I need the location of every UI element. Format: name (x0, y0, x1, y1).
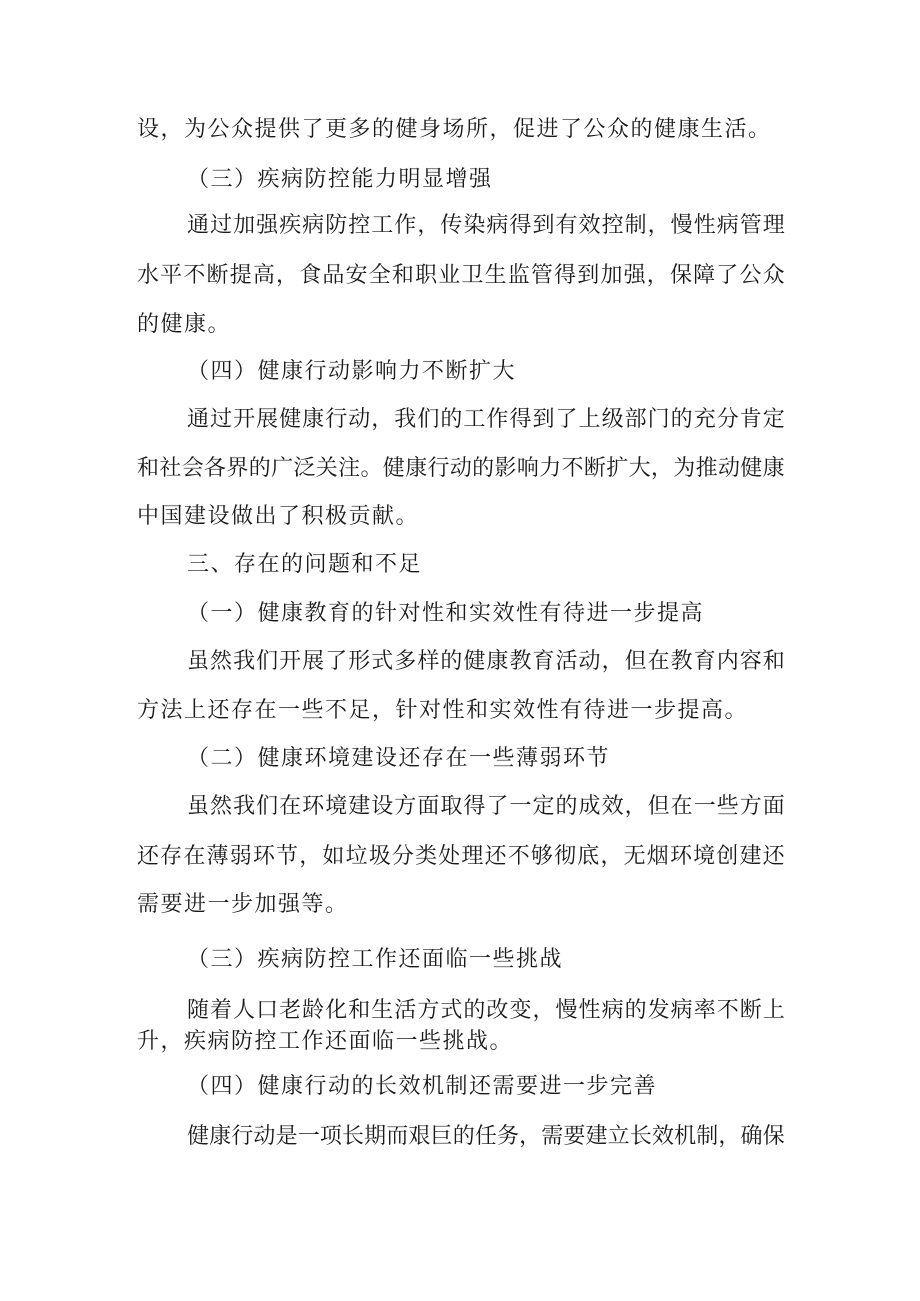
paragraph-line: 通 过 加 强 疾 病 防 控 工 作 ， 传 染 病 得 到 有 效 控 制 ， 慢 性 病 管 理 (187, 213, 785, 238)
section-heading: （四）健康行动影响力不断扩大 (187, 359, 517, 384)
section-heading: （四）健康行动的长效机制还需要进一步完善 (187, 1074, 658, 1099)
paragraph-line: 中国建设做出了积极贡献。 (137, 504, 420, 529)
paragraph-line: 虽 然 我 们 在 环 境 建 设 方 面 取 得 了 一 定 的 成 效 ， 但 在 一 些 方 面 (187, 794, 785, 819)
paragraph-line: 健 康 行 动 是 一 项 长 期 而 艰 巨 的 任 务 ， 需 要 建 立 长 效 机 制 ， 确 保 (187, 1124, 785, 1149)
paragraph-line: 随 着 人 口 老 龄 化 和 生 活 方 式 的 改 变 ， 慢 性 病 的 发 病 率 不 断 上 (187, 998, 785, 1023)
paragraph-line: 设，为公众提供了更多的健身场所，促进了公众的健康生活。 (137, 117, 772, 142)
paragraph-line: 水 平 不 断 提 高 ， 食 品 安 全 和 职 业 卫 生 监 管 得 到 加 强 ， 保 障 了 公 众 (137, 263, 785, 288)
paragraph-line: 还 存 在 薄 弱 环 节 ， 如 垃 圾 分 类 处 理 还 不 够 彻 底 ， 无 烟 环 境 创 建 还 (137, 844, 785, 869)
paragraph-line: 虽 然 我 们 开 展 了 形 式 多 样 的 健 康 教 育 活 动 ， 但 在 教 育 内 容 和 (187, 649, 785, 674)
paragraph-line: 方法上还存在一些不足，针对性和实效性有待进一步提高。 (137, 698, 749, 723)
chapter-heading: 三、存在的问题和不足 (187, 552, 423, 577)
section-heading: （三）疾病防控工作还面临一些挑战 (187, 947, 564, 972)
paragraph-line: 的健康。 (137, 312, 232, 337)
section-heading: （三）疾病防控能力明显增强 (187, 167, 493, 192)
section-heading: （二）健康环境建设还存在一些薄弱环节 (187, 746, 611, 771)
paragraph-line: 通 过 开 展 健 康 行 动 ， 我 们 的 工 作 得 到 了 上 级 部 门 的 充 分 肯 定 (187, 407, 785, 432)
paragraph-line: 和 社 会 各 界 的 广 泛 关 注 。 健 康 行 动 的 影 响 力 不 断 扩 大 ， 为 推 动 健 康 (137, 456, 785, 481)
section-heading: （一）健康教育的针对性和实效性有待进一步提高 (187, 601, 705, 626)
paragraph-line: 需要进一步加强等。 (137, 892, 349, 917)
paragraph-line: 升，疾病防控工作还面临一些挑战。 (137, 1029, 514, 1054)
